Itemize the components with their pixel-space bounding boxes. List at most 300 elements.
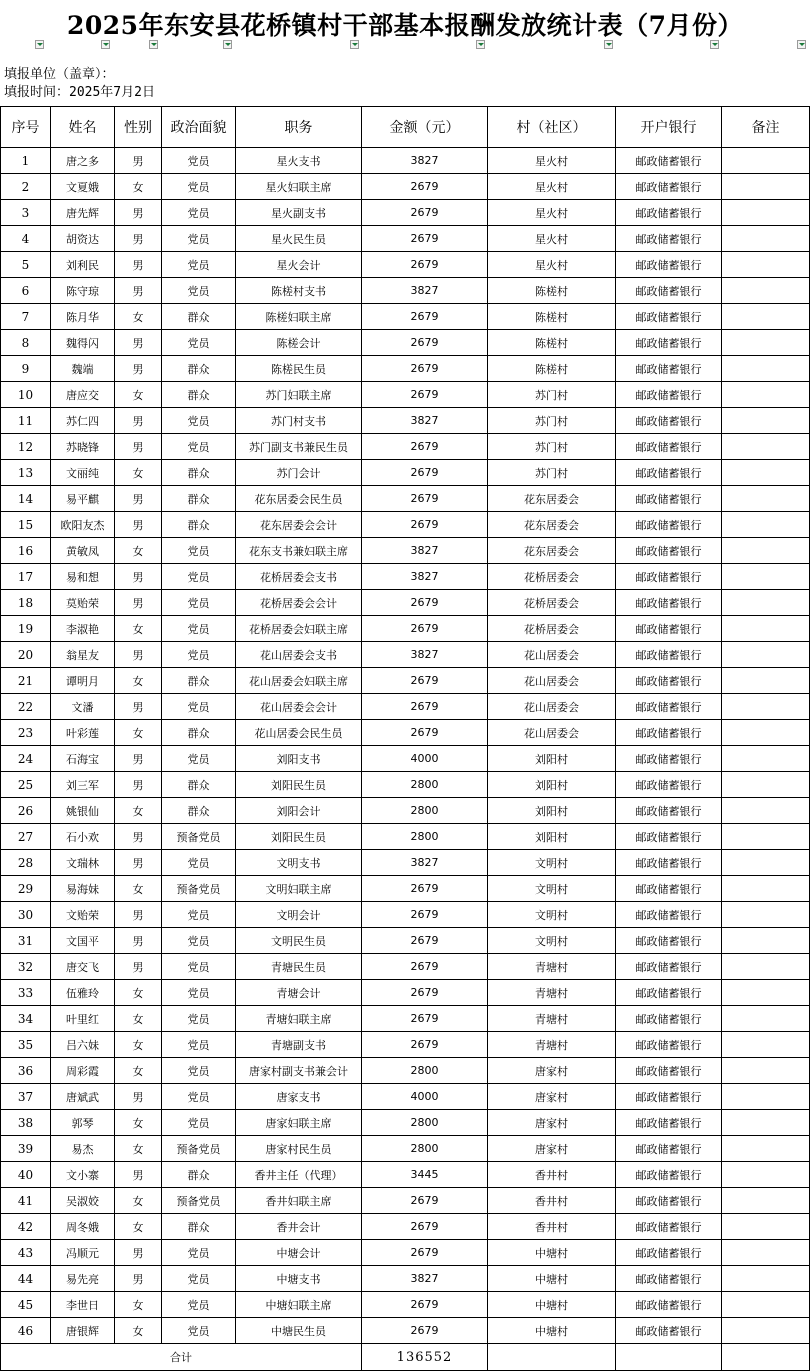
cell-remark[interactable] (722, 304, 810, 330)
cell-village[interactable]: 花山居委会 (488, 642, 616, 668)
cell-village[interactable]: 苏门村 (488, 382, 616, 408)
cell-bank[interactable]: 邮政储蓄银行 (616, 174, 722, 200)
cell-gender[interactable]: 女 (115, 1110, 162, 1136)
cell-amount[interactable]: 3445 (362, 1162, 488, 1188)
cell-name[interactable]: 李淑艳 (51, 616, 115, 642)
cell-village[interactable]: 中塘村 (488, 1318, 616, 1344)
cell-position[interactable]: 花东支书兼妇联主席 (236, 538, 362, 564)
cell-bank[interactable]: 邮政储蓄银行 (616, 330, 722, 356)
cell-amount[interactable]: 3827 (362, 564, 488, 590)
cell-seq[interactable]: 22 (1, 694, 51, 720)
cell-position[interactable]: 文明妇联主席 (236, 876, 362, 902)
cell-seq[interactable]: 19 (1, 616, 51, 642)
cell-political[interactable]: 党员 (162, 590, 236, 616)
cell-political[interactable]: 预备党员 (162, 1136, 236, 1162)
cell-political[interactable]: 群众 (162, 460, 236, 486)
cell-amount[interactable]: 3827 (362, 148, 488, 174)
cell-seq[interactable]: 44 (1, 1266, 51, 1292)
cell-political[interactable]: 群众 (162, 304, 236, 330)
cell-gender[interactable]: 男 (115, 356, 162, 382)
cell-amount[interactable]: 2679 (362, 1006, 488, 1032)
cell-bank[interactable]: 邮政储蓄银行 (616, 668, 722, 694)
cell-political[interactable]: 群众 (162, 1214, 236, 1240)
cell-village[interactable]: 星火村 (488, 148, 616, 174)
cell-seq[interactable]: 29 (1, 876, 51, 902)
cell-seq[interactable]: 7 (1, 304, 51, 330)
cell-political[interactable]: 党员 (162, 408, 236, 434)
cell-position[interactable]: 文明会计 (236, 902, 362, 928)
cell-position[interactable]: 苏门妇联主席 (236, 382, 362, 408)
cell-position[interactable]: 星火支书 (236, 148, 362, 174)
cell-amount[interactable]: 2679 (362, 486, 488, 512)
cell-seq[interactable]: 36 (1, 1058, 51, 1084)
cell-political[interactable]: 预备党员 (162, 1188, 236, 1214)
cell-political[interactable]: 党员 (162, 1006, 236, 1032)
cell-gender[interactable]: 女 (115, 1214, 162, 1240)
cell-amount[interactable]: 2679 (362, 720, 488, 746)
cell-gender[interactable]: 男 (115, 408, 162, 434)
cell-village[interactable]: 花东居委会 (488, 486, 616, 512)
cell-amount[interactable]: 2679 (362, 434, 488, 460)
cell-political[interactable]: 党员 (162, 330, 236, 356)
cell-amount[interactable]: 2679 (362, 954, 488, 980)
cell-seq[interactable]: 23 (1, 720, 51, 746)
cell-amount[interactable]: 2679 (362, 200, 488, 226)
cell-gender[interactable]: 男 (115, 512, 162, 538)
cell-gender[interactable]: 女 (115, 1318, 162, 1344)
cell-political[interactable]: 党员 (162, 746, 236, 772)
cell-position[interactable]: 花桥居委会妇联主席 (236, 616, 362, 642)
cell-position[interactable]: 刘阳民生员 (236, 772, 362, 798)
cell-position[interactable]: 星火妇联主席 (236, 174, 362, 200)
cell-position[interactable]: 花东居委会会计 (236, 512, 362, 538)
cell-bank[interactable]: 邮政储蓄银行 (616, 226, 722, 252)
cell-name[interactable]: 苏仁四 (51, 408, 115, 434)
cell-village[interactable]: 唐家村 (488, 1136, 616, 1162)
cell-amount[interactable]: 2679 (362, 226, 488, 252)
filter-dropdown-icon[interactable] (223, 40, 232, 49)
cell-seq[interactable]: 21 (1, 668, 51, 694)
cell-amount[interactable]: 2679 (362, 356, 488, 382)
cell-village[interactable]: 刘阳村 (488, 824, 616, 850)
cell-position[interactable]: 星火民生员 (236, 226, 362, 252)
cell-remark[interactable] (722, 772, 810, 798)
cell-gender[interactable]: 男 (115, 148, 162, 174)
cell-amount[interactable]: 2679 (362, 694, 488, 720)
cell-position[interactable]: 文明支书 (236, 850, 362, 876)
cell-remark[interactable] (722, 486, 810, 512)
cell-bank[interactable]: 邮政储蓄银行 (616, 642, 722, 668)
cell-gender[interactable]: 男 (115, 226, 162, 252)
cell-position[interactable]: 陈槎会计 (236, 330, 362, 356)
cell-name[interactable]: 胡资达 (51, 226, 115, 252)
cell-amount[interactable]: 2800 (362, 1136, 488, 1162)
cell-bank[interactable]: 邮政储蓄银行 (616, 590, 722, 616)
cell-political[interactable]: 党员 (162, 1032, 236, 1058)
cell-remark[interactable] (722, 200, 810, 226)
cell-amount[interactable]: 2800 (362, 1110, 488, 1136)
cell-bank[interactable]: 邮政储蓄银行 (616, 1084, 722, 1110)
cell-political[interactable]: 党员 (162, 252, 236, 278)
cell-position[interactable]: 花桥居委会支书 (236, 564, 362, 590)
cell-seq[interactable]: 20 (1, 642, 51, 668)
cell-bank[interactable]: 邮政储蓄银行 (616, 1266, 722, 1292)
cell-remark[interactable] (722, 954, 810, 980)
cell-position[interactable]: 花东居委会民生员 (236, 486, 362, 512)
cell-name[interactable]: 唐交飞 (51, 954, 115, 980)
filter-dropdown-icon[interactable] (604, 40, 613, 49)
cell-seq[interactable]: 28 (1, 850, 51, 876)
cell-gender[interactable]: 女 (115, 1006, 162, 1032)
cell-remark[interactable] (722, 1136, 810, 1162)
cell-village[interactable]: 苏门村 (488, 408, 616, 434)
cell-village[interactable]: 花桥居委会 (488, 590, 616, 616)
cell-bank[interactable]: 邮政储蓄银行 (616, 304, 722, 330)
cell-seq[interactable]: 38 (1, 1110, 51, 1136)
cell-position[interactable]: 香井妇联主席 (236, 1188, 362, 1214)
cell-remark[interactable] (722, 850, 810, 876)
cell-name[interactable]: 刘三军 (51, 772, 115, 798)
cell-position[interactable]: 刘阳支书 (236, 746, 362, 772)
cell-bank[interactable]: 邮政储蓄银行 (616, 1032, 722, 1058)
cell-political[interactable]: 群众 (162, 720, 236, 746)
cell-bank[interactable]: 邮政储蓄银行 (616, 980, 722, 1006)
cell-political[interactable]: 党员 (162, 1058, 236, 1084)
cell-village[interactable]: 青塘村 (488, 1032, 616, 1058)
cell-remark[interactable] (722, 408, 810, 434)
cell-bank[interactable]: 邮政储蓄银行 (616, 746, 722, 772)
cell-bank[interactable]: 邮政储蓄银行 (616, 252, 722, 278)
cell-bank[interactable]: 邮政储蓄银行 (616, 1292, 722, 1318)
cell-remark[interactable] (722, 1292, 810, 1318)
header-name[interactable]: 姓名 (51, 107, 115, 148)
cell-name[interactable]: 伍雅玲 (51, 980, 115, 1006)
cell-gender[interactable]: 女 (115, 668, 162, 694)
cell-amount[interactable]: 2800 (362, 798, 488, 824)
cell-remark[interactable] (722, 590, 810, 616)
cell-seq[interactable]: 43 (1, 1240, 51, 1266)
cell-political[interactable]: 党员 (162, 278, 236, 304)
cell-name[interactable]: 易平麒 (51, 486, 115, 512)
cell-name[interactable]: 文国平 (51, 928, 115, 954)
cell-gender[interactable]: 女 (115, 616, 162, 642)
cell-gender[interactable]: 男 (115, 954, 162, 980)
cell-seq[interactable]: 30 (1, 902, 51, 928)
cell-village[interactable]: 花山居委会 (488, 668, 616, 694)
cell-seq[interactable]: 39 (1, 1136, 51, 1162)
cell-remark[interactable] (722, 1032, 810, 1058)
cell-bank[interactable]: 邮政储蓄银行 (616, 382, 722, 408)
cell-gender[interactable]: 男 (115, 928, 162, 954)
cell-gender[interactable]: 女 (115, 1292, 162, 1318)
cell-amount[interactable]: 2679 (362, 252, 488, 278)
cell-village[interactable]: 星火村 (488, 174, 616, 200)
cell-seq[interactable]: 26 (1, 798, 51, 824)
cell-name[interactable]: 易杰 (51, 1136, 115, 1162)
cell-bank[interactable]: 邮政储蓄银行 (616, 486, 722, 512)
cell-village[interactable]: 香井村 (488, 1214, 616, 1240)
filter-dropdown-icon[interactable] (149, 40, 158, 49)
cell-bank[interactable]: 邮政储蓄银行 (616, 148, 722, 174)
cell-position[interactable]: 陈槎村支书 (236, 278, 362, 304)
cell-name[interactable]: 李世日 (51, 1292, 115, 1318)
cell-bank[interactable]: 邮政储蓄银行 (616, 954, 722, 980)
cell-name[interactable]: 叶彩莲 (51, 720, 115, 746)
cell-political[interactable]: 群众 (162, 512, 236, 538)
cell-political[interactable]: 党员 (162, 1292, 236, 1318)
cell-political[interactable]: 党员 (162, 1084, 236, 1110)
cell-political[interactable]: 党员 (162, 850, 236, 876)
cell-bank[interactable]: 邮政储蓄银行 (616, 1006, 722, 1032)
cell-name[interactable]: 吕六妹 (51, 1032, 115, 1058)
cell-name[interactable]: 唐银辉 (51, 1318, 115, 1344)
cell-amount[interactable]: 3827 (362, 538, 488, 564)
cell-gender[interactable]: 男 (115, 590, 162, 616)
cell-political[interactable]: 党员 (162, 694, 236, 720)
cell-amount[interactable]: 2679 (362, 1032, 488, 1058)
cell-gender[interactable]: 女 (115, 720, 162, 746)
cell-seq[interactable]: 37 (1, 1084, 51, 1110)
cell-political[interactable]: 党员 (162, 226, 236, 252)
cell-name[interactable]: 周冬娥 (51, 1214, 115, 1240)
cell-seq[interactable]: 17 (1, 564, 51, 590)
cell-name[interactable]: 魏得闪 (51, 330, 115, 356)
cell-name[interactable]: 石海宝 (51, 746, 115, 772)
cell-bank[interactable]: 邮政储蓄银行 (616, 616, 722, 642)
cell-village[interactable]: 唐家村 (488, 1058, 616, 1084)
cell-position[interactable]: 花山居委会妇联主席 (236, 668, 362, 694)
cell-bank[interactable]: 邮政储蓄银行 (616, 1188, 722, 1214)
filter-dropdown-icon[interactable] (350, 40, 359, 49)
cell-gender[interactable]: 女 (115, 1058, 162, 1084)
cell-seq[interactable]: 42 (1, 1214, 51, 1240)
cell-remark[interactable] (722, 980, 810, 1006)
cell-remark[interactable] (722, 1006, 810, 1032)
cell-position[interactable]: 花山居委会民生员 (236, 720, 362, 746)
cell-seq[interactable]: 12 (1, 434, 51, 460)
cell-seq[interactable]: 35 (1, 1032, 51, 1058)
cell-village[interactable]: 刘阳村 (488, 746, 616, 772)
cell-remark[interactable] (722, 148, 810, 174)
cell-position[interactable]: 刘阳会计 (236, 798, 362, 824)
cell-seq[interactable]: 3 (1, 200, 51, 226)
cell-amount[interactable]: 2679 (362, 928, 488, 954)
cell-position[interactable]: 香井主任（代理） (236, 1162, 362, 1188)
cell-seq[interactable]: 16 (1, 538, 51, 564)
cell-bank[interactable]: 邮政储蓄银行 (616, 278, 722, 304)
cell-amount[interactable]: 2800 (362, 772, 488, 798)
cell-name[interactable]: 吴淑姣 (51, 1188, 115, 1214)
cell-political[interactable]: 群众 (162, 1162, 236, 1188)
cell-name[interactable]: 文潘 (51, 694, 115, 720)
cell-remark[interactable] (722, 434, 810, 460)
cell-amount[interactable]: 2800 (362, 824, 488, 850)
cell-position[interactable]: 花山居委会会计 (236, 694, 362, 720)
cell-political[interactable]: 群众 (162, 486, 236, 512)
cell-seq[interactable]: 15 (1, 512, 51, 538)
cell-amount[interactable]: 2679 (362, 668, 488, 694)
cell-gender[interactable]: 女 (115, 798, 162, 824)
cell-remark[interactable] (722, 460, 810, 486)
header-amount[interactable]: 金额（元） (362, 107, 488, 148)
cell-political[interactable]: 党员 (162, 200, 236, 226)
cell-village[interactable]: 陈槎村 (488, 356, 616, 382)
cell-remark[interactable] (722, 564, 810, 590)
cell-remark[interactable] (722, 824, 810, 850)
cell-name[interactable]: 文瑞林 (51, 850, 115, 876)
cell-remark[interactable] (722, 174, 810, 200)
cell-political[interactable]: 党员 (162, 174, 236, 200)
cell-political[interactable]: 党员 (162, 148, 236, 174)
cell-village[interactable]: 青塘村 (488, 980, 616, 1006)
cell-remark[interactable] (722, 1240, 810, 1266)
cell-gender[interactable]: 女 (115, 1136, 162, 1162)
cell-gender[interactable]: 男 (115, 746, 162, 772)
cell-name[interactable]: 文贻荣 (51, 902, 115, 928)
cell-bank[interactable]: 邮政储蓄银行 (616, 824, 722, 850)
cell-name[interactable]: 姚银仙 (51, 798, 115, 824)
cell-remark[interactable] (722, 798, 810, 824)
total-amount[interactable]: 136552 (362, 1344, 488, 1371)
cell-gender[interactable]: 女 (115, 538, 162, 564)
header-gender[interactable]: 性别 (115, 107, 162, 148)
cell-amount[interactable]: 2800 (362, 1058, 488, 1084)
cell-political[interactable]: 党员 (162, 902, 236, 928)
cell-amount[interactable]: 2679 (362, 460, 488, 486)
cell-amount[interactable]: 2679 (362, 1188, 488, 1214)
filter-dropdown-icon[interactable] (476, 40, 485, 49)
cell-village[interactable]: 文明村 (488, 850, 616, 876)
cell-position[interactable]: 中塘民生员 (236, 1318, 362, 1344)
cell-bank[interactable]: 邮政储蓄银行 (616, 694, 722, 720)
cell-gender[interactable]: 男 (115, 564, 162, 590)
filter-dropdown-icon[interactable] (797, 40, 806, 49)
cell-gender[interactable]: 男 (115, 486, 162, 512)
cell-village[interactable]: 青塘村 (488, 954, 616, 980)
header-village[interactable]: 村（社区） (488, 107, 616, 148)
total-cell-bank[interactable] (616, 1344, 722, 1371)
cell-amount[interactable]: 3827 (362, 642, 488, 668)
cell-seq[interactable]: 1 (1, 148, 51, 174)
cell-remark[interactable] (722, 1318, 810, 1344)
cell-bank[interactable]: 邮政储蓄银行 (616, 408, 722, 434)
cell-name[interactable]: 谭明月 (51, 668, 115, 694)
cell-position[interactable]: 青塘会计 (236, 980, 362, 1006)
cell-bank[interactable]: 邮政储蓄银行 (616, 1318, 722, 1344)
cell-remark[interactable] (722, 616, 810, 642)
cell-remark[interactable] (722, 1214, 810, 1240)
cell-position[interactable]: 苏门副支书兼民生员 (236, 434, 362, 460)
cell-gender[interactable]: 女 (115, 980, 162, 1006)
cell-position[interactable]: 星火会计 (236, 252, 362, 278)
cell-name[interactable]: 唐先辉 (51, 200, 115, 226)
cell-village[interactable]: 苏门村 (488, 460, 616, 486)
cell-remark[interactable] (722, 876, 810, 902)
cell-seq[interactable]: 45 (1, 1292, 51, 1318)
cell-political[interactable]: 党员 (162, 616, 236, 642)
cell-remark[interactable] (722, 512, 810, 538)
cell-gender[interactable]: 男 (115, 252, 162, 278)
cell-gender[interactable]: 男 (115, 1162, 162, 1188)
cell-political[interactable]: 预备党员 (162, 876, 236, 902)
cell-bank[interactable]: 邮政储蓄银行 (616, 538, 722, 564)
filter-dropdown-icon[interactable] (710, 40, 719, 49)
cell-seq[interactable]: 2 (1, 174, 51, 200)
cell-village[interactable]: 陈槎村 (488, 278, 616, 304)
filter-dropdown-icon[interactable] (101, 40, 110, 49)
cell-name[interactable]: 黄敏凤 (51, 538, 115, 564)
cell-political[interactable]: 党员 (162, 928, 236, 954)
cell-village[interactable]: 星火村 (488, 252, 616, 278)
cell-bank[interactable]: 邮政储蓄银行 (616, 772, 722, 798)
cell-seq[interactable]: 25 (1, 772, 51, 798)
cell-remark[interactable] (722, 720, 810, 746)
cell-village[interactable]: 花东居委会 (488, 538, 616, 564)
cell-seq[interactable]: 13 (1, 460, 51, 486)
cell-name[interactable]: 文小寨 (51, 1162, 115, 1188)
cell-gender[interactable]: 女 (115, 876, 162, 902)
cell-seq[interactable]: 9 (1, 356, 51, 382)
header-remark[interactable]: 备注 (722, 107, 810, 148)
cell-position[interactable]: 唐家村民生员 (236, 1136, 362, 1162)
cell-seq[interactable]: 11 (1, 408, 51, 434)
cell-amount[interactable]: 2679 (362, 876, 488, 902)
total-label[interactable]: 合计 (1, 1344, 362, 1371)
cell-bank[interactable]: 邮政储蓄银行 (616, 1110, 722, 1136)
cell-political[interactable]: 党员 (162, 1110, 236, 1136)
cell-bank[interactable]: 邮政储蓄银行 (616, 356, 722, 382)
cell-gender[interactable]: 男 (115, 200, 162, 226)
cell-name[interactable]: 陈月华 (51, 304, 115, 330)
cell-political[interactable]: 党员 (162, 538, 236, 564)
cell-remark[interactable] (722, 538, 810, 564)
cell-remark[interactable] (722, 382, 810, 408)
cell-political[interactable]: 群众 (162, 772, 236, 798)
cell-amount[interactable]: 2679 (362, 382, 488, 408)
cell-village[interactable]: 苏门村 (488, 434, 616, 460)
cell-remark[interactable] (722, 928, 810, 954)
cell-village[interactable]: 花桥居委会 (488, 616, 616, 642)
cell-position[interactable]: 唐家妇联主席 (236, 1110, 362, 1136)
cell-political[interactable]: 党员 (162, 434, 236, 460)
cell-name[interactable]: 叶里红 (51, 1006, 115, 1032)
cell-position[interactable]: 苏门村支书 (236, 408, 362, 434)
cell-gender[interactable]: 男 (115, 1240, 162, 1266)
cell-remark[interactable] (722, 902, 810, 928)
cell-amount[interactable]: 2679 (362, 616, 488, 642)
cell-remark[interactable] (722, 694, 810, 720)
cell-name[interactable]: 文夏娥 (51, 174, 115, 200)
cell-bank[interactable]: 邮政储蓄银行 (616, 720, 722, 746)
cell-seq[interactable]: 32 (1, 954, 51, 980)
cell-seq[interactable]: 5 (1, 252, 51, 278)
cell-gender[interactable]: 男 (115, 694, 162, 720)
cell-remark[interactable] (722, 642, 810, 668)
cell-political[interactable]: 党员 (162, 642, 236, 668)
cell-remark[interactable] (722, 1084, 810, 1110)
cell-political[interactable]: 党员 (162, 1318, 236, 1344)
cell-amount[interactable]: 2679 (362, 1240, 488, 1266)
cell-position[interactable]: 陈槎民生员 (236, 356, 362, 382)
cell-position[interactable]: 花桥居委会会计 (236, 590, 362, 616)
cell-amount[interactable]: 2679 (362, 304, 488, 330)
cell-name[interactable]: 周彩霞 (51, 1058, 115, 1084)
cell-gender[interactable]: 女 (115, 304, 162, 330)
cell-name[interactable]: 文丽纯 (51, 460, 115, 486)
cell-village[interactable]: 文明村 (488, 876, 616, 902)
cell-name[interactable]: 冯顺元 (51, 1240, 115, 1266)
cell-name[interactable]: 易海妹 (51, 876, 115, 902)
